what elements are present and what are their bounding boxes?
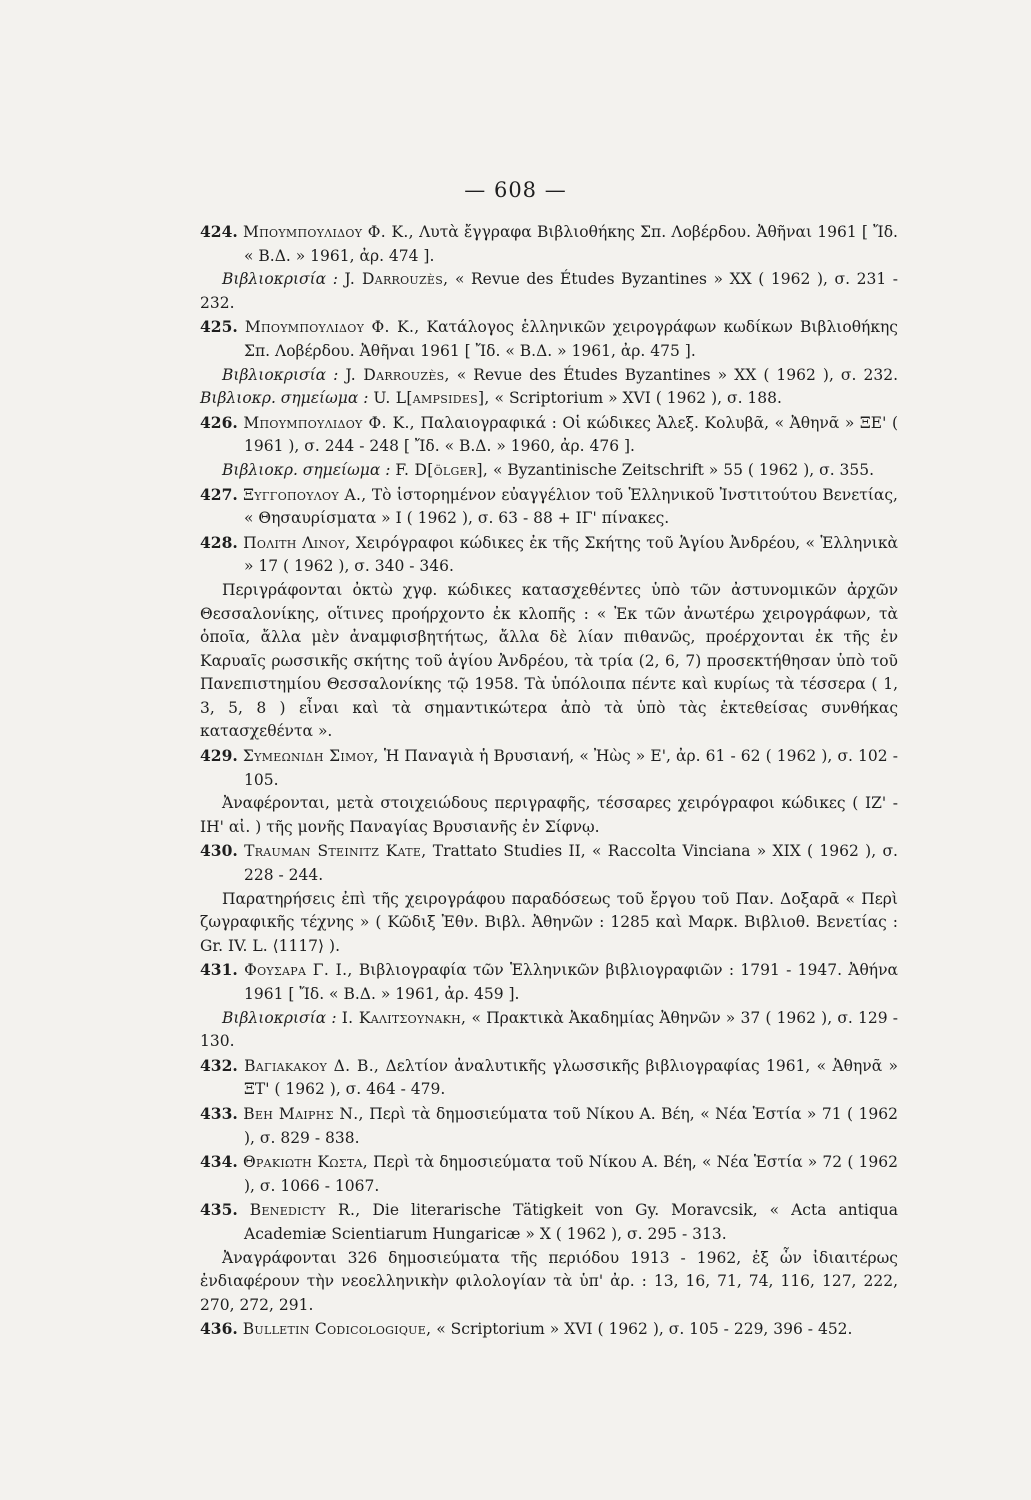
entry-number: 424. xyxy=(200,222,238,241)
entry-title: Λυτὰ ἔγγραφα Βιβλιοθήκης Σπ. Λοβέρδου. Ἀθῆναι 1961 [ Ἴδ. « Β.Δ. » 1961, ἀρ. 474 ]. xyxy=(244,223,898,265)
entry-title: Περὶ τὰ δημοσιεύματα τοῦ Νίκου Α. Βέη, « Νέα Ἑστία » 72 ( 1962 ), σ. 1066 - 1067. xyxy=(244,1153,898,1195)
entry-435 xyxy=(200,1198,898,1317)
entry-431 xyxy=(200,958,898,1053)
entry-425 xyxy=(200,315,898,410)
entry-note: Παρατηρήσεις ἐπὶ τῆς χειρογράφου παραδόσεως τοῦ ἔργου τοῦ Παν. Δοξαρᾶ « Περὶ ζωγραφικῆς τέχνης » ( Κῶδιξ Ἐθν. Βιβλ. Ἀθηνῶν : 1285 καὶ Μαρκ. Βιβλιοθ. Βενετίας : Gr. IV. L. ⟨1117⟩ ). xyxy=(200,889,898,955)
review-source: « Revue des Études Byzantines » XX ( 1962 ), σ. 231 - 232. xyxy=(200,270,899,312)
entry-author: Ξυγγοπουλου Α., xyxy=(243,485,367,504)
entry-title: Κατάλογος ἑλληνικῶν χειρογράφων κωδίκων Βιβλιοθήκης Σπ. Λοβέρδου. Ἀθῆναι 1961 [ Ἴδ. « Β.Δ. » 1961, ἀρ. 475 ]. xyxy=(244,318,898,360)
entry-author: Bulletin Codicologique, xyxy=(242,1320,432,1339)
entry-number: 435. xyxy=(200,1200,238,1220)
entry-title: Ἡ Παναγιὰ ἡ Βρυσιανή, « Ἠὼς » Ε', ἀρ. 61 - 62 ( 1962 ), σ. 102 - 105. xyxy=(244,747,898,789)
entry-citation xyxy=(200,483,898,531)
entry-review xyxy=(200,459,898,483)
entry-433 xyxy=(200,1102,898,1150)
review-label: Βιβλιοκρ. σημείωμα : xyxy=(200,389,369,408)
entry-citation xyxy=(200,958,898,1006)
review-label: Βιβλιοκρ. σημείωμα : xyxy=(222,460,391,479)
entry-title: Παλαιογραφικά : Οἱ κώδικες Ἀλεξ. Κολυβᾶ, « Ἀθηνᾶ » ΞΕ' ( 1961 ), σ. 244 - 248 [ Ἴδ. « Β.Δ. » 1960, ἀρ. 476 ]. xyxy=(244,413,898,456)
entry-citation xyxy=(200,220,898,268)
entry-author: Βεη Μαιρης Ν., xyxy=(243,1104,364,1123)
entry-author: Benedicty R., xyxy=(249,1201,361,1220)
review-author: Ι. Καλιτσουνακη, xyxy=(341,1008,467,1027)
entry-number: 425. xyxy=(200,317,238,337)
entry-number: 436. xyxy=(200,1319,238,1339)
entry-citation xyxy=(200,411,898,459)
entry-review xyxy=(200,364,898,411)
review-source: « Byzantinische Zeitschrift » 55 ( 1962 ), σ. 355. xyxy=(493,460,875,479)
review-source: « Πρακτικὰ Ἀκαδημίας Ἀθηνῶν » 37 ( 1962 ), σ. 129 - 130. xyxy=(200,1008,899,1051)
review-author: J. Darrouzès, xyxy=(345,365,450,384)
entry-title: « Scriptorium » XVI ( 1962 ), σ. 105 - 229, 396 - 452. xyxy=(436,1320,853,1339)
entry-432 xyxy=(200,1054,898,1102)
entry-author: Συμεωνιδη Σιμου, xyxy=(242,747,379,766)
entry-author: Μπουμπουλιδου Φ. Κ., xyxy=(242,223,414,241)
entry-citation xyxy=(200,839,898,887)
review-label: Βιβλιοκρισία : xyxy=(222,270,338,289)
entry-436 xyxy=(200,1317,898,1342)
entry-number: 432. xyxy=(200,1055,238,1075)
entry-424 xyxy=(200,220,898,315)
review-author: F. D[ölger], xyxy=(395,460,489,479)
entry-number: 433. xyxy=(200,1103,238,1123)
entry-number: 430. xyxy=(200,841,238,861)
entry-citation xyxy=(200,1054,898,1102)
entry-author: Θρακιωτη Κωστα, xyxy=(242,1153,368,1172)
entry-author: Μπουμπουλιδου Φ. Κ., xyxy=(243,413,415,432)
review-label: Βιβλιοκρισία : xyxy=(222,365,339,384)
entry-430 xyxy=(200,839,898,958)
review-source: « Scriptorium » XVI ( 1962 ), σ. 188. xyxy=(494,389,782,408)
entry-title: Die literarische Tätigkeit von Gy. Moravcsik, « Acta antiqua Academiæ Scientiarum Hungaricæ » X ( 1962 ), σ. 295 - 313. xyxy=(244,1201,898,1243)
entry-title: Τὸ ἱστορημένον εὐαγγέλιον τοῦ Ἑλληνικοῦ Ἰνστιτούτου Βενετίας, « Θησαυρίσματα » Ι ( 1962 ), σ. 63 - 88 + ΙΓ' πίνακες. xyxy=(244,485,898,528)
entry-review xyxy=(200,1007,898,1054)
entry-review xyxy=(200,268,898,315)
entry-citation xyxy=(200,1198,898,1246)
entry-number: 431. xyxy=(200,960,238,980)
entry-author: Βαγιακακου Δ. Β., xyxy=(244,1056,380,1075)
entry-number: 428. xyxy=(200,532,238,552)
entry-citation xyxy=(200,1317,898,1342)
entry-number: 426. xyxy=(200,412,238,432)
entry-number: 434. xyxy=(200,1152,238,1172)
review-author: J. Darrouzès, xyxy=(344,270,449,289)
entry-citation xyxy=(200,1150,898,1198)
entry-citation xyxy=(200,1102,898,1150)
entry-number: 427. xyxy=(200,484,238,504)
entry-citation xyxy=(200,531,898,579)
review-label: Βιβλιοκρισία : xyxy=(222,1008,337,1027)
entry-434 xyxy=(200,1150,898,1198)
entry-title: Χειρόγραφοι κώδικες ἐκ τῆς Σκήτης τοῦ Ἁγίου Ἀνδρέου, « Ἑλληνικὰ » 17 ( 1962 ), σ. 340 - 346. xyxy=(244,533,898,576)
bibliography-list xyxy=(200,220,898,1342)
entry-title: Trattato Studies II, « Raccolta Vinciana » XIX ( 1962 ), σ. 228 - 244. xyxy=(244,842,898,885)
entry-title: Βιβλιογραφία τῶν Ἑλληνικῶν βιβλιογραφιῶν : 1791 - 1947. Ἀθήνα 1961 [ Ἴδ. « Β.Δ. » 1961, ἀρ. 459 ]. xyxy=(244,961,898,1003)
page-number: — 608 — xyxy=(464,178,567,202)
entry-note: Ἀναγράφονται 326 δημοσιεύματα τῆς περιόδου 1913 - 1962, ἐξ ὧν ἰδιαιτέρως ἐνδιαφέρουν τὴν νεοελληνικὴν φιλολογίαν τὰ ὑπ' ἀρ. : 13, 16, 71, 74, 116, 127, 222, 270, 272, 291. xyxy=(200,1248,898,1314)
entry-number: 429. xyxy=(200,746,238,766)
entry-title: Περὶ τὰ δημοσιεύματα τοῦ Νίκου Α. Βέη, « Νέα Ἑστία » 71 ( 1962 ), σ. 829 - 838. xyxy=(244,1104,899,1147)
entry-citation xyxy=(200,744,898,792)
entry-note: Ἀναφέρονται, μετὰ στοιχειώδους περιγραφῆς, τέσσαρες χειρόγραφοι κώδικες ( ΙΖ' - ΙΗ' αἰ. ) τῆς μονῆς Παναγίας Βρυσιανῆς ἐν Σίφνῳ. xyxy=(200,794,898,836)
entry-428 xyxy=(200,531,898,744)
entry-427 xyxy=(200,483,898,531)
entry-author: Φουσαρα Γ. Ι., xyxy=(244,961,353,980)
entry-426 xyxy=(200,411,898,483)
entry-author: Trauman Steinitz Kate, xyxy=(244,842,427,861)
review-source: « Revue des Études Byzantines » XX ( 1962 ), σ. 232. xyxy=(456,365,898,384)
entry-429 xyxy=(200,744,898,839)
entry-author: Πολιτη Λινου, xyxy=(243,533,351,552)
review-author: U. L[ampsides], xyxy=(373,389,490,408)
entry-note: Περιγράφονται ὀκτὼ χγφ. κώδικες κατασχεθέντες ὑπὸ τῶν ἀστυνομικῶν ἀρχῶν Θεσσαλονίκης, οἵτινες προήρχοντο ἐκ κλοπῆς : « Ἐκ τῶν ἀνωτέρω χειρογράφων, τὰ ὁποῖα, ἄλλα μὲν ἀναμφισβητήτως, ἄλλα δὲ λίαν πιθανῶς, προέρχονται ἐκ τῆς ἐν Καρυαῖς ρωσσικῆς σκήτης τοῦ ἁγίου Ἀνδρέου, τὰ τρία (2, 6, 7) προσεκτήθησαν ὑπὸ τοῦ Πανεπιστημίου Θεσσαλονίκης τῷ 1958. Τὰ ὑπόλοιπα πέντε καὶ κυρίως τὰ τέσσερα ( 1, 3, 5, 8 ) εἶναι καὶ τὰ σημαντικώτερα ἀπὸ τὰ ὑπὸ τὰς ἐκτεθείσας συνθήκας κατασχεθέντα ». xyxy=(200,580,898,741)
entry-author: Μπουμπουλιδου Φ. Κ., xyxy=(244,318,420,337)
entry-citation xyxy=(200,315,898,363)
entry-title: Δελτίον ἀναλυτικῆς γλωσσικῆς βιβλιογραφίας 1961, « Ἀθηνᾶ » ΞΤ' ( 1962 ), σ. 464 - 479. xyxy=(244,1056,899,1099)
